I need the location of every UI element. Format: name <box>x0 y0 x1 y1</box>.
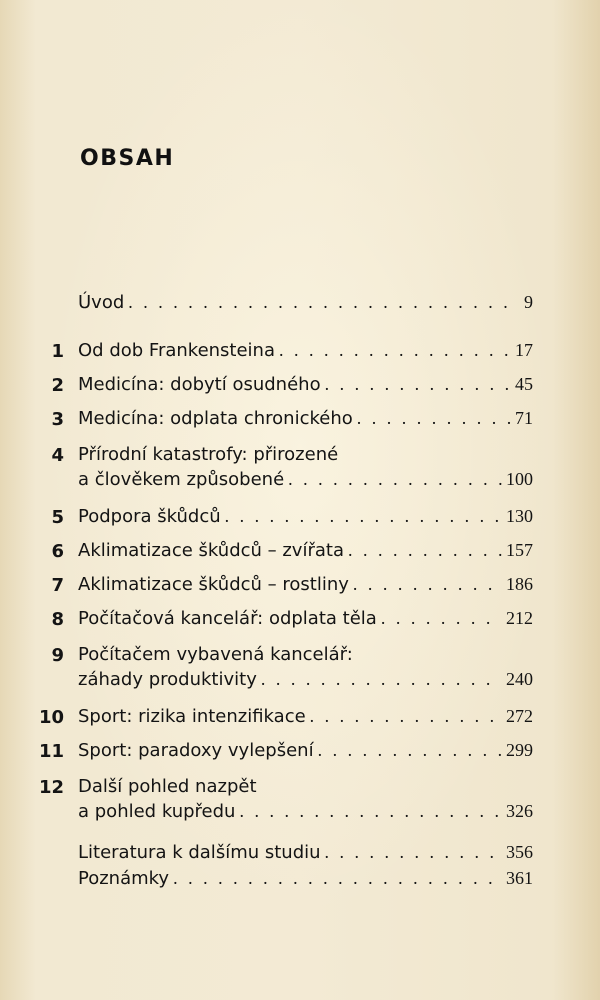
page-number: 272 <box>506 706 533 726</box>
page-number: 212 <box>506 608 533 628</box>
dot-leader <box>173 868 502 889</box>
chapter-title: záhady produktivity <box>78 669 257 690</box>
dot-leader <box>288 469 502 490</box>
chapter-title: Medicína: odplata chronického <box>78 408 353 429</box>
page-number: 186 <box>506 574 533 594</box>
toc-line <box>78 506 533 532</box>
page-number: 356 <box>506 842 533 862</box>
page-number: 71 <box>515 408 533 428</box>
toc-line <box>78 292 533 318</box>
chapter-title: Aklimatizace škůdců – zvířata <box>78 540 344 561</box>
dot-leader <box>325 374 511 395</box>
chapter-title: a pohled kupředu <box>78 801 236 822</box>
page-number: 361 <box>506 868 533 888</box>
page-number: 100 <box>506 469 533 489</box>
chapter-title: Úvod <box>78 292 125 313</box>
page-number: 45 <box>515 374 533 394</box>
toc-line <box>78 574 533 600</box>
chapter-title: Podpora škůdců <box>78 506 221 527</box>
chapter-number: 8 <box>51 609 64 630</box>
toc-line <box>78 842 533 868</box>
dot-leader <box>353 574 502 595</box>
dot-leader <box>318 740 502 761</box>
toc-line <box>78 340 533 366</box>
chapter-number: 6 <box>51 541 64 562</box>
chapter-number: 5 <box>51 507 64 528</box>
page-number: 326 <box>506 801 533 821</box>
toc-line <box>78 868 533 894</box>
chapter-number: 11 <box>38 741 64 762</box>
chapter-title: Počítačová kancelář: odplata těla <box>78 608 377 629</box>
chapter-number: 2 <box>51 375 64 396</box>
dot-leader <box>381 608 502 629</box>
page-number: 17 <box>515 340 533 360</box>
chapter-number: 7 <box>51 575 64 596</box>
toc-line <box>78 608 533 634</box>
chapter-title: Od dob Frankensteina <box>78 340 275 361</box>
chapter-title: a člověkem způsobené <box>78 469 285 490</box>
chapter-number: 9 <box>51 645 64 666</box>
toc-line <box>78 669 533 695</box>
chapter-title: Literatura k dalšímu studiu <box>78 842 321 863</box>
dot-leader <box>279 340 511 361</box>
chapter-number: 4 <box>51 445 64 466</box>
chapter-title: Další pohled nazpět <box>78 776 257 797</box>
toc-line <box>78 706 533 732</box>
toc-line <box>78 374 533 400</box>
dot-leader <box>310 706 502 727</box>
chapter-number: 10 <box>38 707 64 728</box>
dot-leader <box>261 669 502 690</box>
toc-line <box>78 408 533 434</box>
dot-leader <box>128 292 519 313</box>
chapter-number: 3 <box>51 409 64 430</box>
toc-line-continued <box>78 776 533 802</box>
chapter-title: Aklimatizace škůdců – rostliny <box>78 574 349 595</box>
page-number: 9 <box>524 292 533 312</box>
chapter-title: Sport: rizika intenzifikace <box>78 706 306 727</box>
dot-leader <box>239 801 502 822</box>
page-number: 157 <box>506 540 533 560</box>
toc-line <box>78 469 533 495</box>
toc-line-continued <box>78 644 533 670</box>
toc-line <box>78 740 533 766</box>
toc-line-continued <box>78 444 533 470</box>
chapter-number: 1 <box>51 341 64 362</box>
chapter-title: Poznámky <box>78 868 170 889</box>
dot-leader <box>357 408 511 429</box>
chapter-title: Sport: paradoxy vylepšení <box>78 740 314 761</box>
dot-leader <box>225 506 502 527</box>
chapter-number: 12 <box>38 777 64 798</box>
chapter-title: Medicína: dobytí osudného <box>78 374 321 395</box>
chapter-title: Přírodní katastrofy: přirozené <box>78 444 339 465</box>
chapter-title: Počítačem vybavená kancelář: <box>78 644 353 665</box>
page-title: OBSAH <box>80 146 175 171</box>
dot-leader <box>325 842 502 863</box>
page-number: 240 <box>506 669 533 689</box>
page-number: 299 <box>506 740 533 760</box>
dot-leader <box>348 540 502 561</box>
page-number: 130 <box>506 506 533 526</box>
toc-line <box>78 801 533 827</box>
toc-line <box>78 540 533 566</box>
